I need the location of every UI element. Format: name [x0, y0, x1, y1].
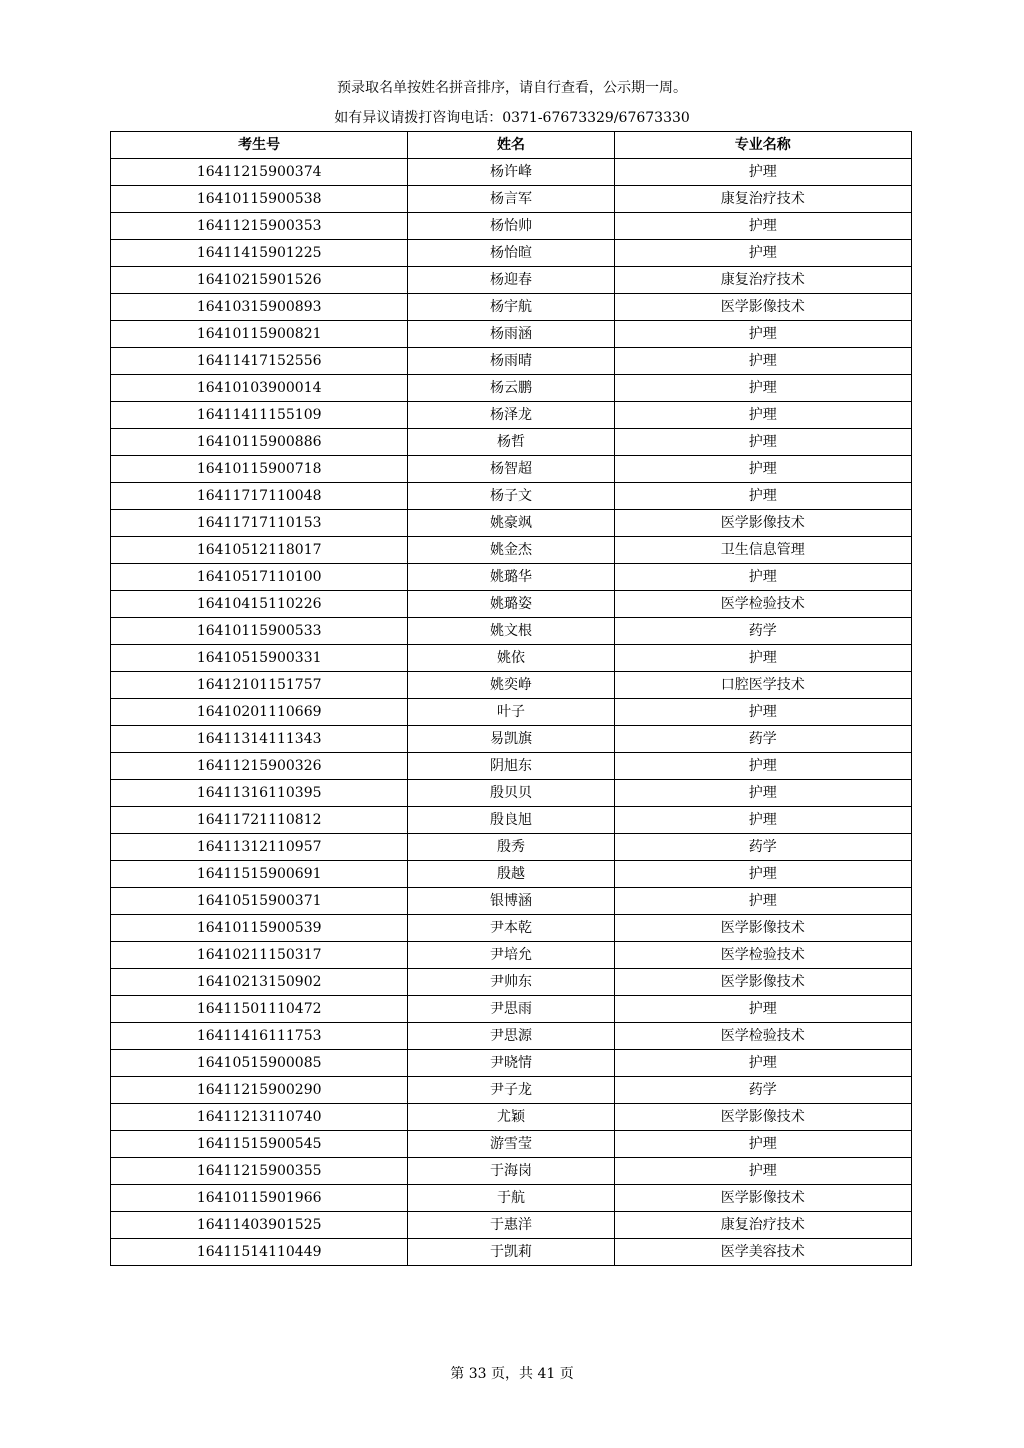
major-cell: 药学: [614, 618, 911, 645]
student-name-cell: 阴旭东: [408, 753, 614, 780]
table-row: [111, 240, 912, 267]
major-cell: 护理: [614, 240, 911, 267]
major-cell: 护理: [614, 888, 911, 915]
exam-number-cell: 16411717110048: [111, 483, 408, 510]
exam-number-cell: 16410211150317: [111, 942, 408, 969]
major-cell: 护理: [614, 456, 911, 483]
table-row: [111, 375, 912, 402]
exam-number-cell: 16410515900085: [111, 1050, 408, 1077]
major-cell: 药学: [614, 834, 911, 861]
exam-number-cell: 16410115900538: [111, 186, 408, 213]
exam-number-cell: 16410517110100: [111, 564, 408, 591]
student-name-cell: 姚金杰: [408, 537, 614, 564]
notice-line-1: 预录取名单按姓名拼音排序，请自行查看，公示期一周。: [337, 80, 687, 96]
column-header-exam-number: 考生号: [111, 132, 408, 159]
student-name-cell: 银博涵: [408, 888, 614, 915]
exam-number-cell: 16410115900886: [111, 429, 408, 456]
student-name-cell: 尹思雨: [408, 996, 614, 1023]
major-cell: 康复治疗技术: [614, 1212, 911, 1239]
exam-number-cell: 16411312110957: [111, 834, 408, 861]
table-row: [111, 564, 912, 591]
student-name-cell: 殷秀: [408, 834, 614, 861]
table-row: [111, 834, 912, 861]
student-name-cell: 殷良旭: [408, 807, 614, 834]
table-row: [111, 348, 912, 375]
major-cell: 护理: [614, 996, 911, 1023]
exam-number-cell: 16410201110669: [111, 699, 408, 726]
major-cell: 护理: [614, 1158, 911, 1185]
major-cell: 康复治疗技术: [614, 267, 911, 294]
exam-number-cell: 16411416111753: [111, 1023, 408, 1050]
student-name-cell: 叶子: [408, 699, 614, 726]
column-header-major: 专业名称: [614, 132, 911, 159]
exam-number-cell: 16410215901526: [111, 267, 408, 294]
major-cell: 药学: [614, 1077, 911, 1104]
table-row: [111, 186, 912, 213]
student-name-cell: 易凯旗: [408, 726, 614, 753]
student-name-cell: 杨雨晴: [408, 348, 614, 375]
exam-number-cell: 16410213150902: [111, 969, 408, 996]
exam-number-cell: 16411415901225: [111, 240, 408, 267]
student-name-cell: 杨许峰: [408, 159, 614, 186]
exam-number-cell: 16411215900290: [111, 1077, 408, 1104]
page-number: 第 33 页，共 41 页: [450, 1366, 574, 1382]
student-name-cell: 杨怡帅: [408, 213, 614, 240]
exam-number-cell: 16411501110472: [111, 996, 408, 1023]
major-cell: 护理: [614, 321, 911, 348]
exam-number-cell: 16411417152556: [111, 348, 408, 375]
table-row: [111, 1077, 912, 1104]
table-row: [111, 591, 912, 618]
student-name-cell: 殷贝贝: [408, 780, 614, 807]
exam-number-cell: 16410515900371: [111, 888, 408, 915]
student-name-cell: 姚璐华: [408, 564, 614, 591]
major-cell: 医学影像技术: [614, 915, 911, 942]
major-cell: 护理: [614, 645, 911, 672]
exam-number-cell: 16410415110226: [111, 591, 408, 618]
major-cell: 护理: [614, 861, 911, 888]
table-row: [111, 969, 912, 996]
exam-number-cell: 16411215900326: [111, 753, 408, 780]
major-cell: 护理: [614, 213, 911, 240]
major-cell: 护理: [614, 564, 911, 591]
student-name-cell: 杨迎春: [408, 267, 614, 294]
table-row: [111, 1185, 912, 1212]
table-row: [111, 942, 912, 969]
exam-number-cell: 16410115900533: [111, 618, 408, 645]
exam-number-cell: 16411717110153: [111, 510, 408, 537]
major-cell: 医学影像技术: [614, 510, 911, 537]
exam-number-cell: 16411411155109: [111, 402, 408, 429]
table-row: [111, 618, 912, 645]
exam-number-cell: 16412101151757: [111, 672, 408, 699]
exam-number-cell: 16410512118017: [111, 537, 408, 564]
exam-number-cell: 16411515900545: [111, 1131, 408, 1158]
student-name-cell: 尹本乾: [408, 915, 614, 942]
table-row: [111, 672, 912, 699]
major-cell: 医学检验技术: [614, 591, 911, 618]
major-cell: 医学美容技术: [614, 1239, 911, 1266]
exam-number-cell: 16411215900374: [111, 159, 408, 186]
exam-number-cell: 16411403901525: [111, 1212, 408, 1239]
table-row: [111, 1239, 912, 1266]
major-cell: 护理: [614, 699, 911, 726]
student-name-cell: 杨哲: [408, 429, 614, 456]
major-cell: 护理: [614, 780, 911, 807]
exam-number-cell: 16410315900893: [111, 294, 408, 321]
table-row: [111, 645, 912, 672]
major-cell: 药学: [614, 726, 911, 753]
student-name-cell: 于海岗: [408, 1158, 614, 1185]
student-name-cell: 姚豪飒: [408, 510, 614, 537]
table-row: [111, 1023, 912, 1050]
table-row: [111, 456, 912, 483]
exam-number-cell: 16411215900353: [111, 213, 408, 240]
exam-number-cell: 16411213110740: [111, 1104, 408, 1131]
major-cell: 护理: [614, 402, 911, 429]
major-cell: 护理: [614, 429, 911, 456]
student-name-cell: 尹子龙: [408, 1077, 614, 1104]
table-row: [111, 1131, 912, 1158]
major-cell: 护理: [614, 375, 911, 402]
student-name-cell: 于惠洋: [408, 1212, 614, 1239]
exam-number-cell: 16410115901966: [111, 1185, 408, 1212]
exam-number-cell: 16411514110449: [111, 1239, 408, 1266]
table-header-row: [111, 132, 912, 159]
table-row: [111, 1158, 912, 1185]
table-row: [111, 402, 912, 429]
student-name-cell: 尹思源: [408, 1023, 614, 1050]
table-row: [111, 1104, 912, 1131]
table-row: [111, 1050, 912, 1077]
student-name-cell: 杨宇航: [408, 294, 614, 321]
student-name-cell: 尤颖: [408, 1104, 614, 1131]
table-row: [111, 321, 912, 348]
student-name-cell: 尹晓情: [408, 1050, 614, 1077]
exam-number-cell: 16410103900014: [111, 375, 408, 402]
exam-number-cell: 16411215900355: [111, 1158, 408, 1185]
table-row: [111, 483, 912, 510]
student-name-cell: 杨智超: [408, 456, 614, 483]
student-name-cell: 杨雨涵: [408, 321, 614, 348]
major-cell: 护理: [614, 1050, 911, 1077]
student-name-cell: 杨言军: [408, 186, 614, 213]
student-name-cell: 殷越: [408, 861, 614, 888]
table-row: [111, 726, 912, 753]
column-header-name: 姓名: [408, 132, 614, 159]
student-name-cell: 姚奕峥: [408, 672, 614, 699]
major-cell: 医学影像技术: [614, 969, 911, 996]
major-cell: 医学检验技术: [614, 1023, 911, 1050]
exam-number-cell: 16411721110812: [111, 807, 408, 834]
major-cell: 医学影像技术: [614, 1104, 911, 1131]
table-row: [111, 1212, 912, 1239]
exam-number-cell: 16410515900331: [111, 645, 408, 672]
major-cell: 护理: [614, 159, 911, 186]
exam-number-cell: 16410115900539: [111, 915, 408, 942]
student-name-cell: 游雪莹: [408, 1131, 614, 1158]
student-name-cell: 杨云鹏: [408, 375, 614, 402]
student-name-cell: 姚依: [408, 645, 614, 672]
major-cell: 口腔医学技术: [614, 672, 911, 699]
major-cell: 护理: [614, 807, 911, 834]
student-name-cell: 于航: [408, 1185, 614, 1212]
student-name-cell: 杨子文: [408, 483, 614, 510]
table-row: [111, 213, 912, 240]
major-cell: 医学检验技术: [614, 942, 911, 969]
table-row: [111, 861, 912, 888]
table-row: [111, 267, 912, 294]
major-cell: 医学影像技术: [614, 1185, 911, 1212]
table-row: [111, 915, 912, 942]
student-name-cell: 尹帅东: [408, 969, 614, 996]
table-row: [111, 888, 912, 915]
table-row: [111, 429, 912, 456]
student-name-cell: 杨泽龙: [408, 402, 614, 429]
table-row: [111, 699, 912, 726]
table-row: [111, 807, 912, 834]
table-row: [111, 537, 912, 564]
table-row: [111, 996, 912, 1023]
major-cell: 康复治疗技术: [614, 186, 911, 213]
student-name-cell: 杨怡暄: [408, 240, 614, 267]
notice-line-2-contact: 如有异议请拨打咨询电话：0371-67673329/67673330: [334, 110, 690, 126]
major-cell: 护理: [614, 348, 911, 375]
major-cell: 医学影像技术: [614, 294, 911, 321]
exam-number-cell: 16411314111343: [111, 726, 408, 753]
table-row: [111, 294, 912, 321]
student-name-cell: 于凯莉: [408, 1239, 614, 1266]
student-name-cell: 尹培允: [408, 942, 614, 969]
table-body: [111, 159, 912, 1266]
exam-number-cell: 16410115900821: [111, 321, 408, 348]
table-row: [111, 510, 912, 537]
table-row: [111, 780, 912, 807]
exam-number-cell: 16411515900691: [111, 861, 408, 888]
exam-number-cell: 16411316110395: [111, 780, 408, 807]
table-row: [111, 753, 912, 780]
admission-list-table: [110, 131, 912, 1266]
major-cell: 护理: [614, 1131, 911, 1158]
exam-number-cell: 16410115900718: [111, 456, 408, 483]
student-name-cell: 姚璐姿: [408, 591, 614, 618]
student-name-cell: 姚文根: [408, 618, 614, 645]
major-cell: 护理: [614, 483, 911, 510]
major-cell: 护理: [614, 753, 911, 780]
table-row: [111, 159, 912, 186]
major-cell: 卫生信息管理: [614, 537, 911, 564]
